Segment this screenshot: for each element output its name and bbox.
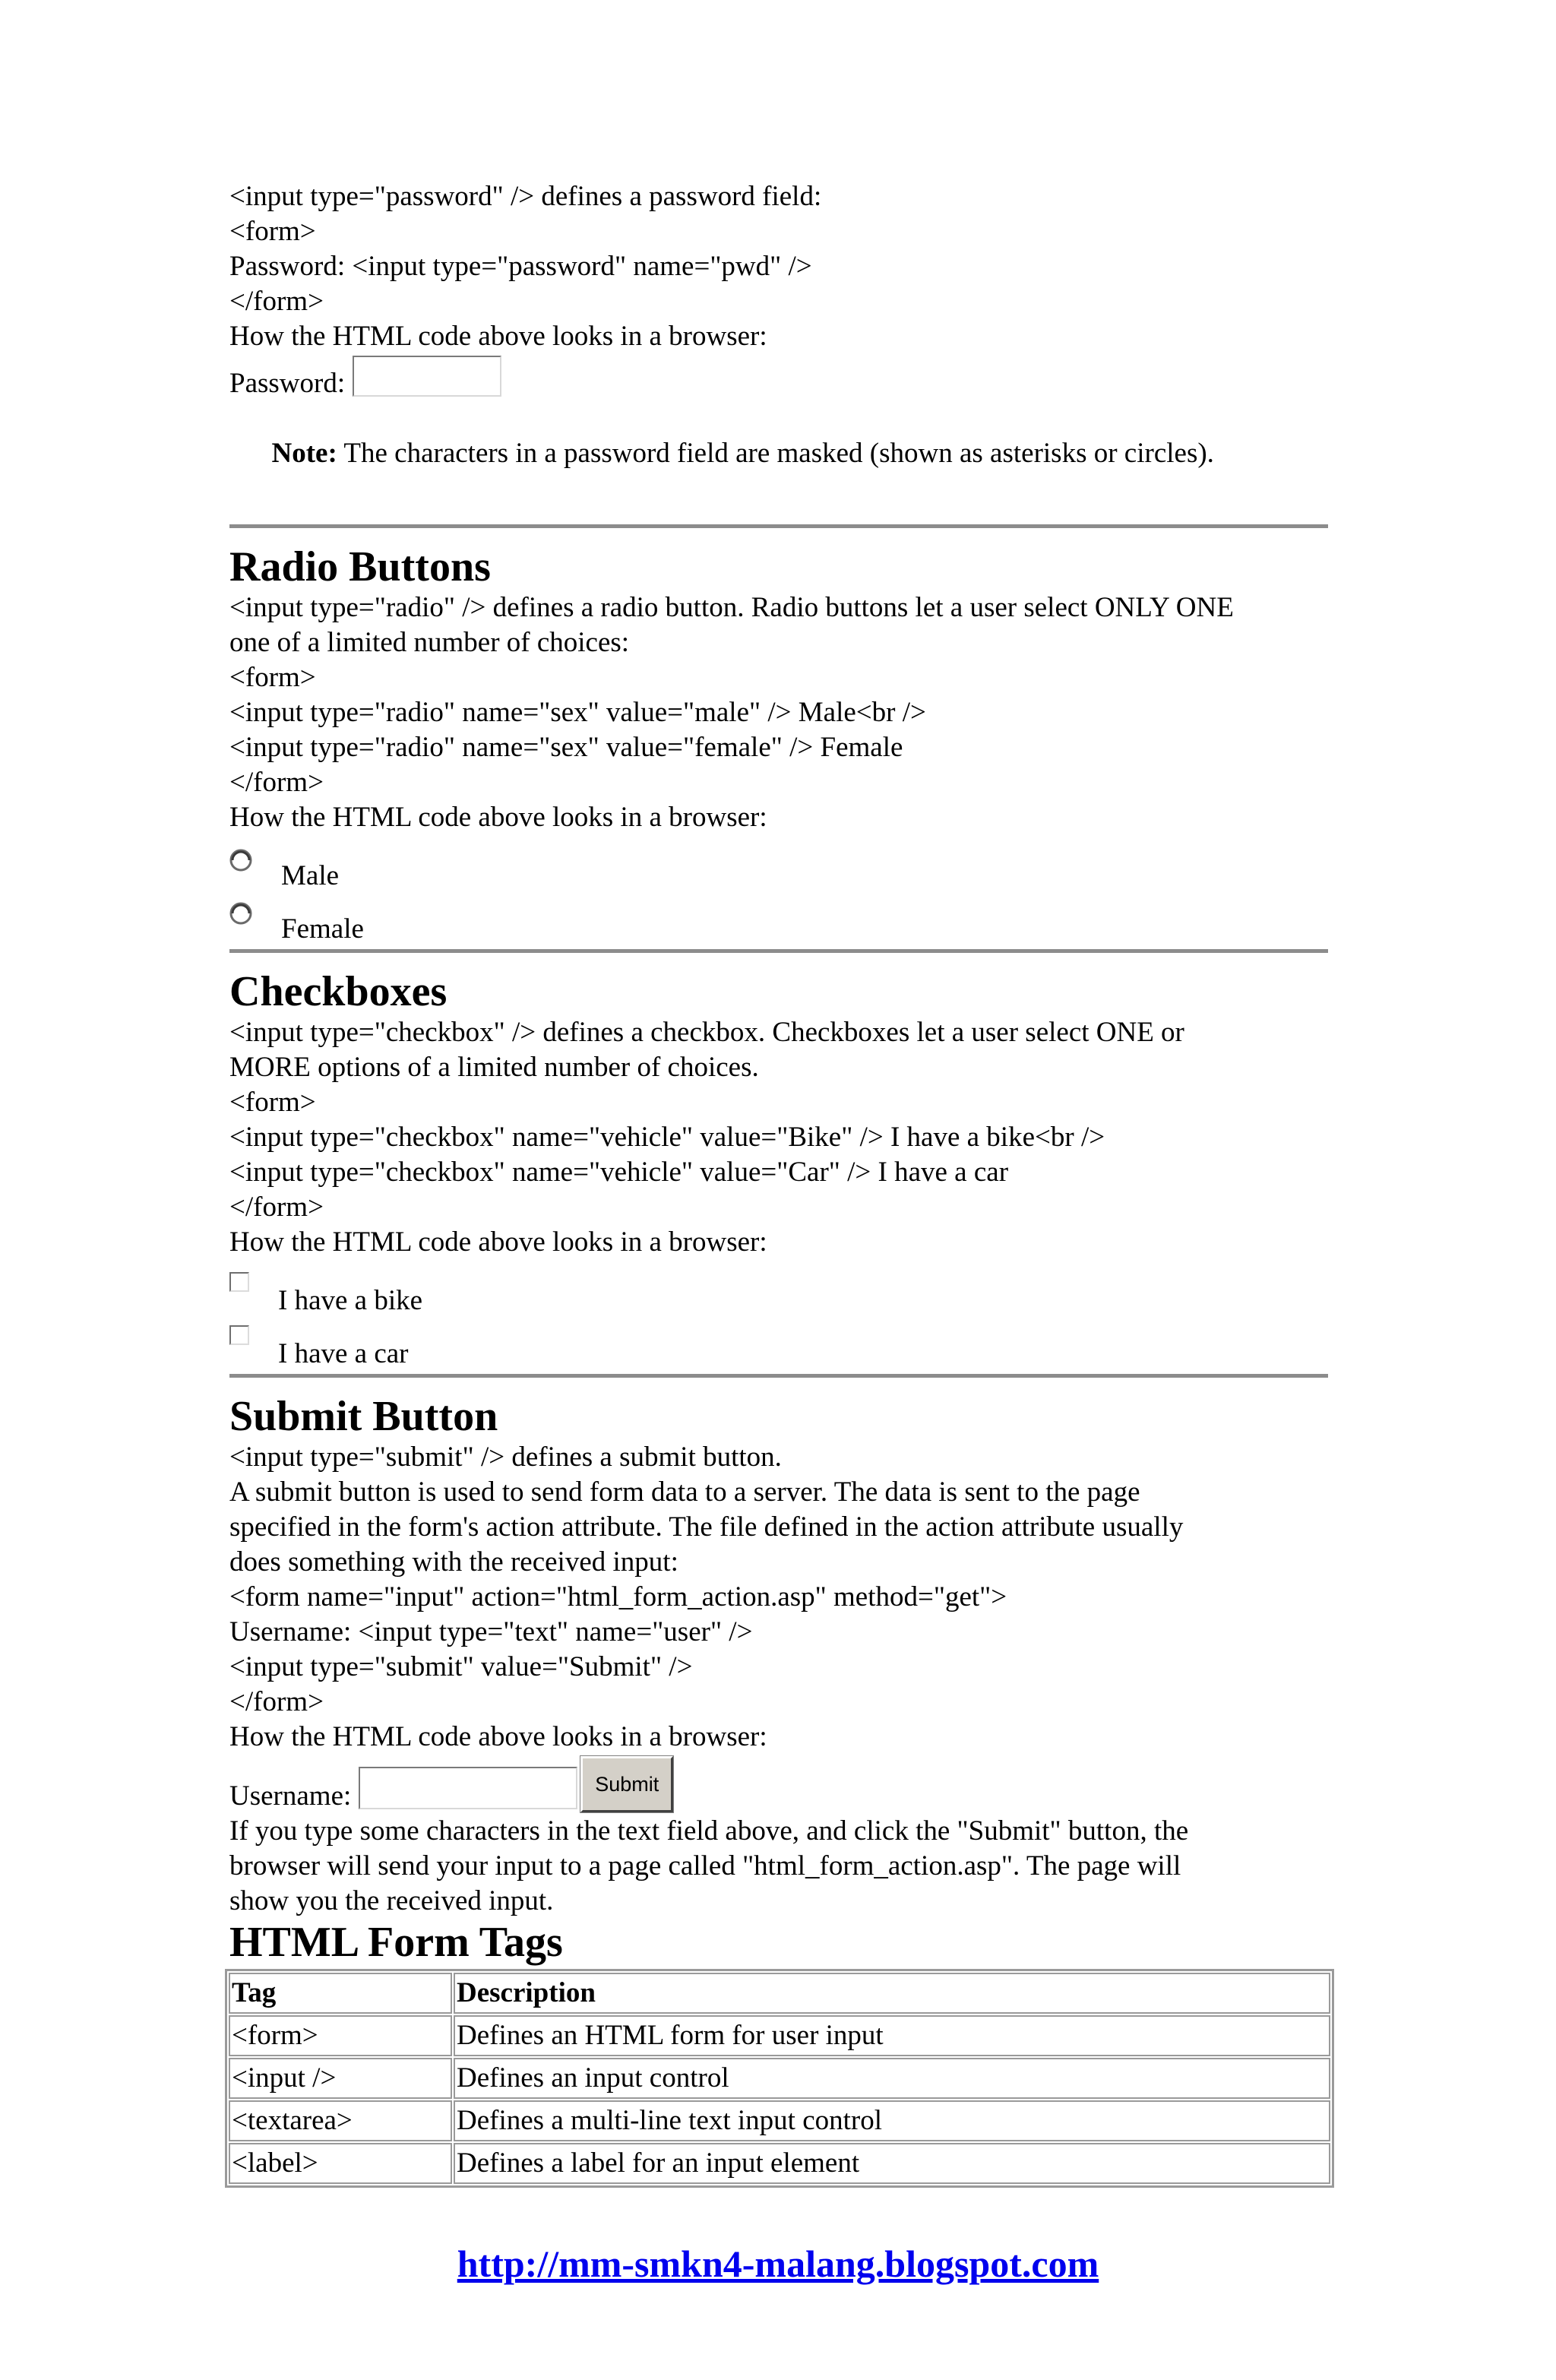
note-line <box>229 401 1333 506</box>
checkbox-label: I have a bike <box>278 1285 423 1316</box>
text-line: specified in the form's action attribute. The file defined in the action attribute usually <box>229 1511 1184 1543</box>
text-line: </form> <box>229 767 324 798</box>
text-line: How the HTML code above looks in a browser: <box>229 321 767 352</box>
table-row <box>229 2015 1330 2056</box>
text-line: Username: <input type="text" name="user" /> <box>229 1616 753 1647</box>
submit-section <box>229 1393 1333 1919</box>
text-line: <form> <box>229 216 316 247</box>
tag-cell: <textarea> <box>229 2100 452 2141</box>
text-line: browser will send your input to a page called "html_form_action.asp". The page will <box>229 1850 1181 1882</box>
checkbox-icon[interactable] <box>229 1325 249 1345</box>
footer-link[interactable]: http://mm-smkn4-malang.blogspot.com <box>457 2242 1099 2285</box>
radio-option-male[interactable] <box>229 841 1333 894</box>
text-line: one of a limited number of choices: <box>229 627 630 658</box>
radio-option-female[interactable] <box>229 894 1333 948</box>
description-cell: Defines a label for an input element <box>454 2143 1330 2184</box>
text-line: <input type="checkbox" name="vehicle" value="Car" /> I have a car <box>229 1157 1009 1188</box>
checkbox-option-bike[interactable] <box>229 1266 1333 1319</box>
text-line: </form> <box>229 1686 324 1717</box>
text-line: <input type="submit" /> defines a submit button. <box>229 1442 782 1473</box>
note-text: The characters in a password field are masked (shown as asterisks or circles). <box>337 438 1214 469</box>
note-label: Note: <box>271 438 337 469</box>
radio-label: Female <box>281 913 364 945</box>
username-label: Username: <box>229 1780 352 1812</box>
text-line: How the HTML code above looks in a browser: <box>229 802 767 833</box>
table-header-row <box>229 1973 1330 2014</box>
text-line: A submit button is used to send form data to a server. The data is sent to the page <box>229 1476 1140 1508</box>
text-line: How the HTML code above looks in a browser: <box>229 1721 767 1752</box>
username-field[interactable] <box>359 1767 577 1809</box>
section-heading: Checkboxes <box>229 968 448 1015</box>
radio-button-icon[interactable] <box>229 849 252 872</box>
text-line: show you the received input. <box>229 1885 554 1916</box>
table-row <box>229 2058 1330 2099</box>
text-line: <input type="password" /> defines a password field: <box>229 181 822 212</box>
checkbox-icon[interactable] <box>229 1272 249 1292</box>
text-line: </form> <box>229 1192 324 1223</box>
text-line: <form name="input" action="html_form_action.asp" method="get"> <box>229 1581 1007 1613</box>
section-heading: Radio Buttons <box>229 543 491 590</box>
text-line: <input type="radio" name="sex" value="male" /> Male<br /> <box>229 697 926 728</box>
section-divider <box>229 1374 1328 1378</box>
password-field[interactable] <box>353 356 501 397</box>
column-header-description: Description <box>454 1973 1330 2014</box>
text-line: </form> <box>229 286 324 317</box>
password-section <box>229 179 1333 506</box>
text-line: <input type="radio" name="sex" value="female" /> Female <box>229 732 903 763</box>
text-line: <input type="checkbox" /> defines a checkbox. Checkboxes let a user select ONE or <box>229 1017 1184 1048</box>
section-divider <box>229 949 1328 953</box>
text-line: Password: <input type="password" name="pwd" /> <box>229 251 812 282</box>
document-page <box>229 179 1333 2188</box>
section-heading: HTML Form Tags <box>229 1919 563 1966</box>
password-demo <box>229 356 1333 401</box>
radio-label: Male <box>281 860 340 891</box>
text-line: <input type="submit" value="Submit" /> <box>229 1651 693 1682</box>
tag-cell: <input /> <box>229 2058 452 2099</box>
description-cell: Defines a multi-line text input control <box>454 2100 1330 2141</box>
section-heading: Submit Button <box>229 1393 498 1440</box>
tag-cell: <form> <box>229 2015 452 2056</box>
password-label: Password: <box>229 368 346 399</box>
table-row <box>229 2100 1330 2141</box>
text-line: MORE options of a limited number of choices. <box>229 1052 759 1083</box>
text-line: <form> <box>229 1087 316 1118</box>
submit-button[interactable]: Submit <box>580 1756 673 1812</box>
username-demo <box>229 1756 1333 1814</box>
text-line: does something with the received input: <box>229 1546 678 1578</box>
radio-section <box>229 543 1333 948</box>
tags-section <box>229 1919 1333 2188</box>
checkbox-option-car[interactable] <box>229 1319 1333 1372</box>
text-line: <form> <box>229 662 316 693</box>
description-cell: Defines an HTML form for user input <box>454 2015 1330 2056</box>
text-line: <input type="checkbox" name="vehicle" value="Bike" /> I have a bike<br /> <box>229 1122 1105 1153</box>
checkbox-label: I have a car <box>278 1338 409 1369</box>
description-cell: Defines an input control <box>454 2058 1330 2099</box>
form-tags-table <box>225 1969 1334 2188</box>
radio-button-icon[interactable] <box>229 902 252 925</box>
checkbox-section <box>229 968 1333 1372</box>
text-line: How the HTML code above looks in a browser: <box>229 1226 767 1258</box>
text-line: If you type some characters in the text field above, and click the "Submit" button, the <box>229 1815 1189 1847</box>
column-header-tag: Tag <box>229 1973 452 2014</box>
text-line: <input type="radio" /> defines a radio button. Radio buttons let a user select ONLY ONE <box>229 592 1234 623</box>
section-divider <box>229 524 1328 528</box>
table-row <box>229 2143 1330 2184</box>
tag-cell: <label> <box>229 2143 452 2184</box>
